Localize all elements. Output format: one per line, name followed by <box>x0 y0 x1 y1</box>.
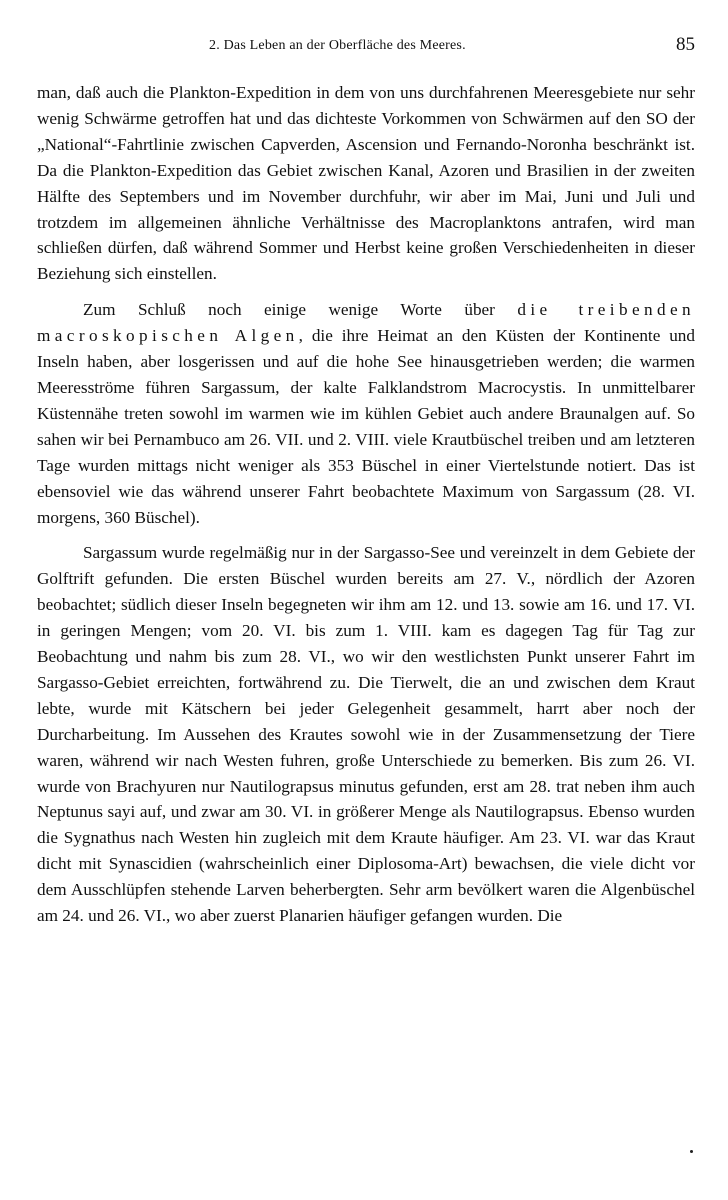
paragraph-1: man, daß auch die Plankton-Expedition in dem von uns durchfahrenen Meeresgebiete nur sehr wenig Schwärme getroffen hat und das dichteste Vorkommen von Schwärmen auf den SO der „National“-Fahrtlinie zwischen Capverden, Ascension und Fernando-Noronha beschränkt ist. Da die Plankton-Expedition das Gebiet zwischen Kanal, Azoren und Brasilien in der zweiten Hälfte des Septembers und im November durchfuhr, wir aber im Mai, Juni und Juli und trotzdem im allgemeinen ähnliche Verhältnisse des Macroplanktons antrafen, wird man schließen dürfen, daß während Sommer und Herbst keine großen Verschiedenheiten in dieser Beziehung sich einstellen. <box>37 83 695 284</box>
paragraph-2-lead: Zum Schluß noch einige wenige Worte über <box>83 300 495 320</box>
page-header <box>37 30 695 60</box>
page-number: 85 <box>676 34 695 55</box>
book-page <box>37 30 695 929</box>
paragraph-2-spaced-term: die treibenden macroskopischen Algen <box>37 300 695 346</box>
running-title: 2. Das Leben an der Oberfläche des Meeres. <box>209 38 466 53</box>
body-text <box>37 80 695 929</box>
page-speck <box>690 1150 693 1153</box>
paragraph-2-rest: , die ihre Heimat an den Küsten der Kontinente und Inseln haben, aber losgerissen und auf die hohe See hinausgetrieben werden; die warmen Meeresströme führen Sargassum, der kalte Falklandstrom Macrocystis. In unmittelbarer Küstennähe treten sowohl im warmen wie im kühlen Gebiet auch andere Braunalgen auf. So sahen wir bei Pernambuco am 26. VII. und 2. VIII. viele Krautbüschel treiben und am letzteren Tage wurden mittags nicht weniger als 353 Büschel in einer Viertelstunde notiert. Das ist ebensoviel wie das während unserer Fahrt beobachtete Maximum von Sargassum (28. VI. morgens, 360 Büschel). <box>37 326 695 527</box>
paragraph-3: Sargassum wurde regelmäßig nur in der Sargasso-See und vereinzelt in dem Gebiete der Golftrift gefunden. Die ersten Büschel wurden bereits am 27. V., nördlich der Azoren beobachtet; südlich dieser Inseln begegneten wir ihm am 12. und 13. sowie am 16. und 17. VI. in geringen Mengen; vom 20. VI. bis zum 1. VIII. kam es dagegen Tag für Tag zur Beobachtung und nahm bis zum 28. VI., wo wir den westlichsten Punkt unserer Fahrt im Sargasso-Gebiet erreichten, fortwährend zu. Die Tierwelt, die an und zwischen dem Kraut lebte, wurde mit Kätschern bei jeder Gelegenheit gesammelt, harrt aber noch der Durcharbeitung. Im Aussehen des Krautes sowohl wie in der Zusammensetzung der Tiere waren, während wir nach Westen fuhren, große Unterschiede zu bemerken. Bis zum 26. VI. wurde von Brachyuren nur Nautilograpsus minutus gefunden, erst am 28. trat neben ihm auch Neptunus sayi auf, und zwar am 30. VI. in größerer Menge als Nautilograpsus. Ebenso wurden die Sygnathus nach Westen hin zugleich mit dem Kraute häufiger. Am 23. VI. war das Kraut dicht mit Synascidien (wahrscheinlich einer Diplosoma-Art) bewachsen, die viele dicht vor dem Ausschlüpfen stehende Larven beherbergten. Sehr arm bevölkert waren die Algenbüschel am 24. und 26. VI., wo aber zuerst Planarien häufiger gefangen wurden. Die <box>37 543 695 926</box>
paragraph-2 <box>37 297 695 530</box>
